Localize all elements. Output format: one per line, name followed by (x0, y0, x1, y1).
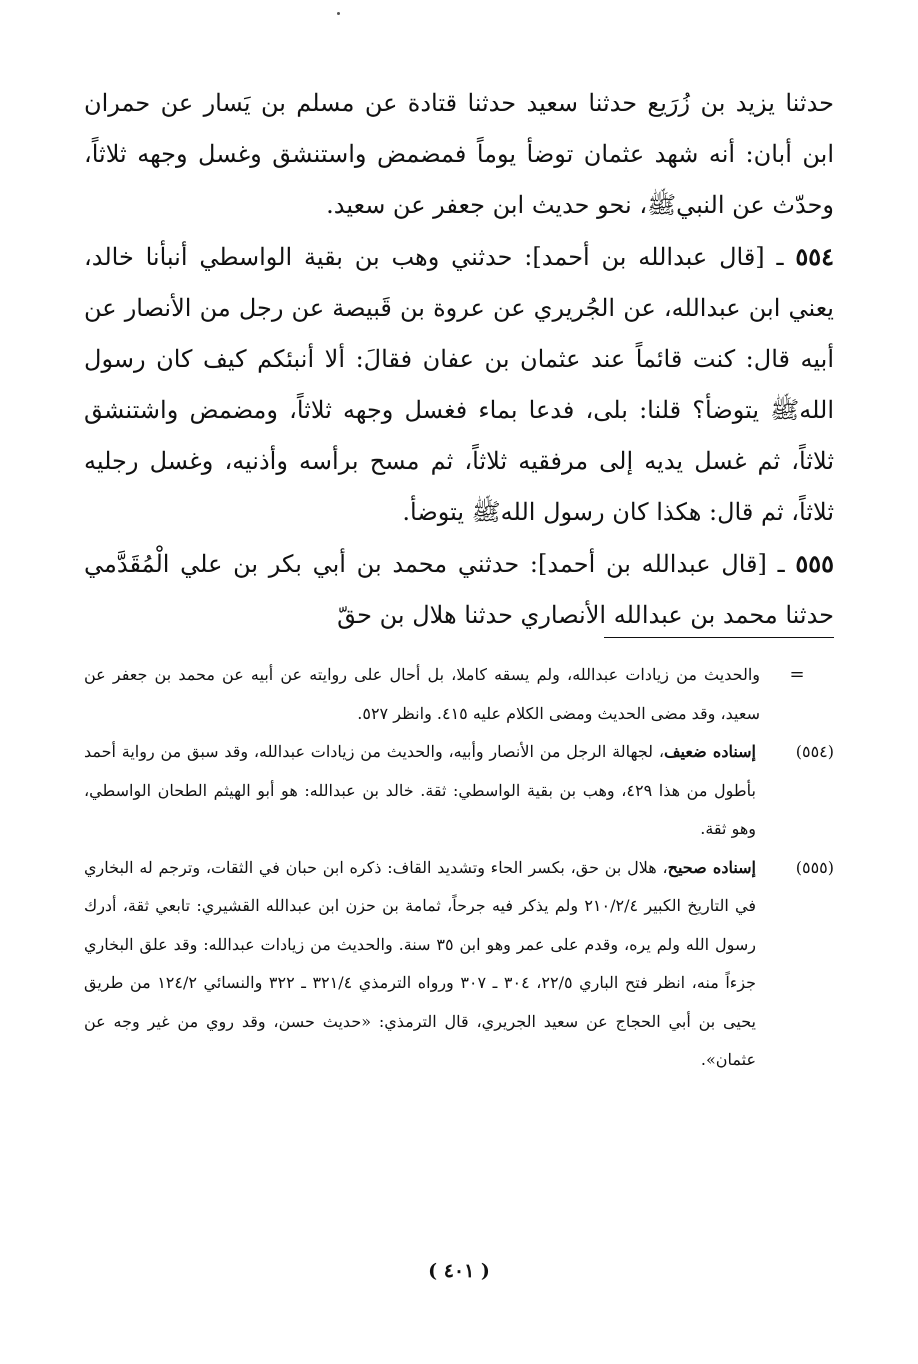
footnote-text: ، لجهالة الرجل من الأنصار وأبيه، والحديث من زيادات عبدالله، وقد سبق من رواية أحمد بأطول من هذا ٤٢٩، وهب بن بقية الواسطي: ثقة. خالد بن عبدالله: هو أبو الهيثم الطحان الواسطي، وهو ثقة. (84, 742, 756, 838)
hadith-text: ـ [قال عبدالله بن أحمد]: حدثني محمد بن أبي بكر بن علي الْمُقَدَّمي حدثنا محمد بن عبدالله الأنصاري حدثنا هلال بن حقّ (84, 550, 834, 629)
footnote-marker: (٥٥٥) (795, 857, 834, 877)
footnote-554 (84, 733, 834, 849)
page-number: ( ٤٠١ ) (428, 1260, 490, 1282)
footnotes (84, 656, 834, 1080)
footnote-text: ، هلال بن حق، بكسر الحاء وتشديد القاف: ذكره ابن حبان في الثقات، وترجم له البخاري في التاريخ الكبير ٢١٠/٢/٤ ولم يذكر فيه جرحاً، ثمامة بن حزن ابن عبدالله القشيري: تابعي ثقة، أدرك رسول الله ولم يره، وقدم على عمر وهو ابن ٣٥ سنة. والحديث من زيادات عبدالله: وقد علق البخاري جزءاً منه، انظر فتح الباري ٢٢/٥، ٣٠٤ ـ ٣٠٧ ورواه الترمذي ٣٢١/٤ ـ ٣٢٢ والنسائي ١٢٤/٢ من طريق يحيى بن أبي الحجاج عن سعيد الجريري، قال الترمذي: «حديث حسن، وقد روي من غير وجه عن عثمان». (84, 857, 757, 1069)
footnote-body (84, 849, 756, 1080)
footnote-marker: = (789, 664, 805, 685)
hadith-number: ٥٥٤ (795, 242, 834, 271)
continued-hadith-paragraph: حدثنا يزيد بن زُرَيع حدثنا سعيد حدثنا قتادة عن مسلم بن يَسار عن حمران ابن أبان: أنه شهد عثمان توضأ يوماً فمضمض واستنشق وغسل وجهه ثلاثاً، وحدّث عن النبيﷺ، نحو حديث ابن جعفر عن سعيد. (84, 89, 835, 219)
main-text (84, 78, 834, 641)
hadith-554-paragraph (84, 231, 834, 538)
footnote-separator (604, 637, 834, 638)
footnote-grading: إسناده ضعيف (663, 742, 756, 761)
hadith-number: ٥٥٥ (795, 549, 834, 578)
footnote-continuation (84, 656, 834, 733)
hadith-text: ـ [قال عبدالله بن أحمد]: حدثني وهب بن بقية الواسطي أنبأنا خالد، يعني ابن عبدالله، عن الجُريري عن عروة بن قَبيصة عن رجل من الأنصار عن أبيه قال: كنت قائماً عند عثمان بن عفان فقالَ: ألا أنبئكم كيف كان رسول اللهﷺ يتوضأ؟ قلنا: بلى، فدعا بماء فغسل وجهه ثلاثاً، ومضمض واشتنشق ثلاثاً، ثم غسل يديه إلى مرفقيه ثلاثاً، ثم مسح برأسه وأذنيه، وغسل رجليه ثلاثاً، ثم قال: هكذا كان رسول اللهﷺ يتوضأ. (84, 243, 834, 526)
footnote-text: والحديث من زيادات عبدالله، ولم يسقه كاملا، بل أحال على روايته عن أبيه عن محمد بن جعفر عن سعيد، وقد مضى الحديث ومضى الكلام عليه ٤١٥. وانظر ٥٢٧. (84, 665, 760, 723)
footnote-grading: إسناده صحيح (667, 857, 756, 877)
footnote-body (84, 733, 756, 849)
footnote-marker: (٥٥٤) (795, 742, 834, 761)
hadith-555-paragraph (84, 538, 834, 641)
scan-speck (337, 12, 340, 15)
footnote-555 (84, 849, 834, 1080)
